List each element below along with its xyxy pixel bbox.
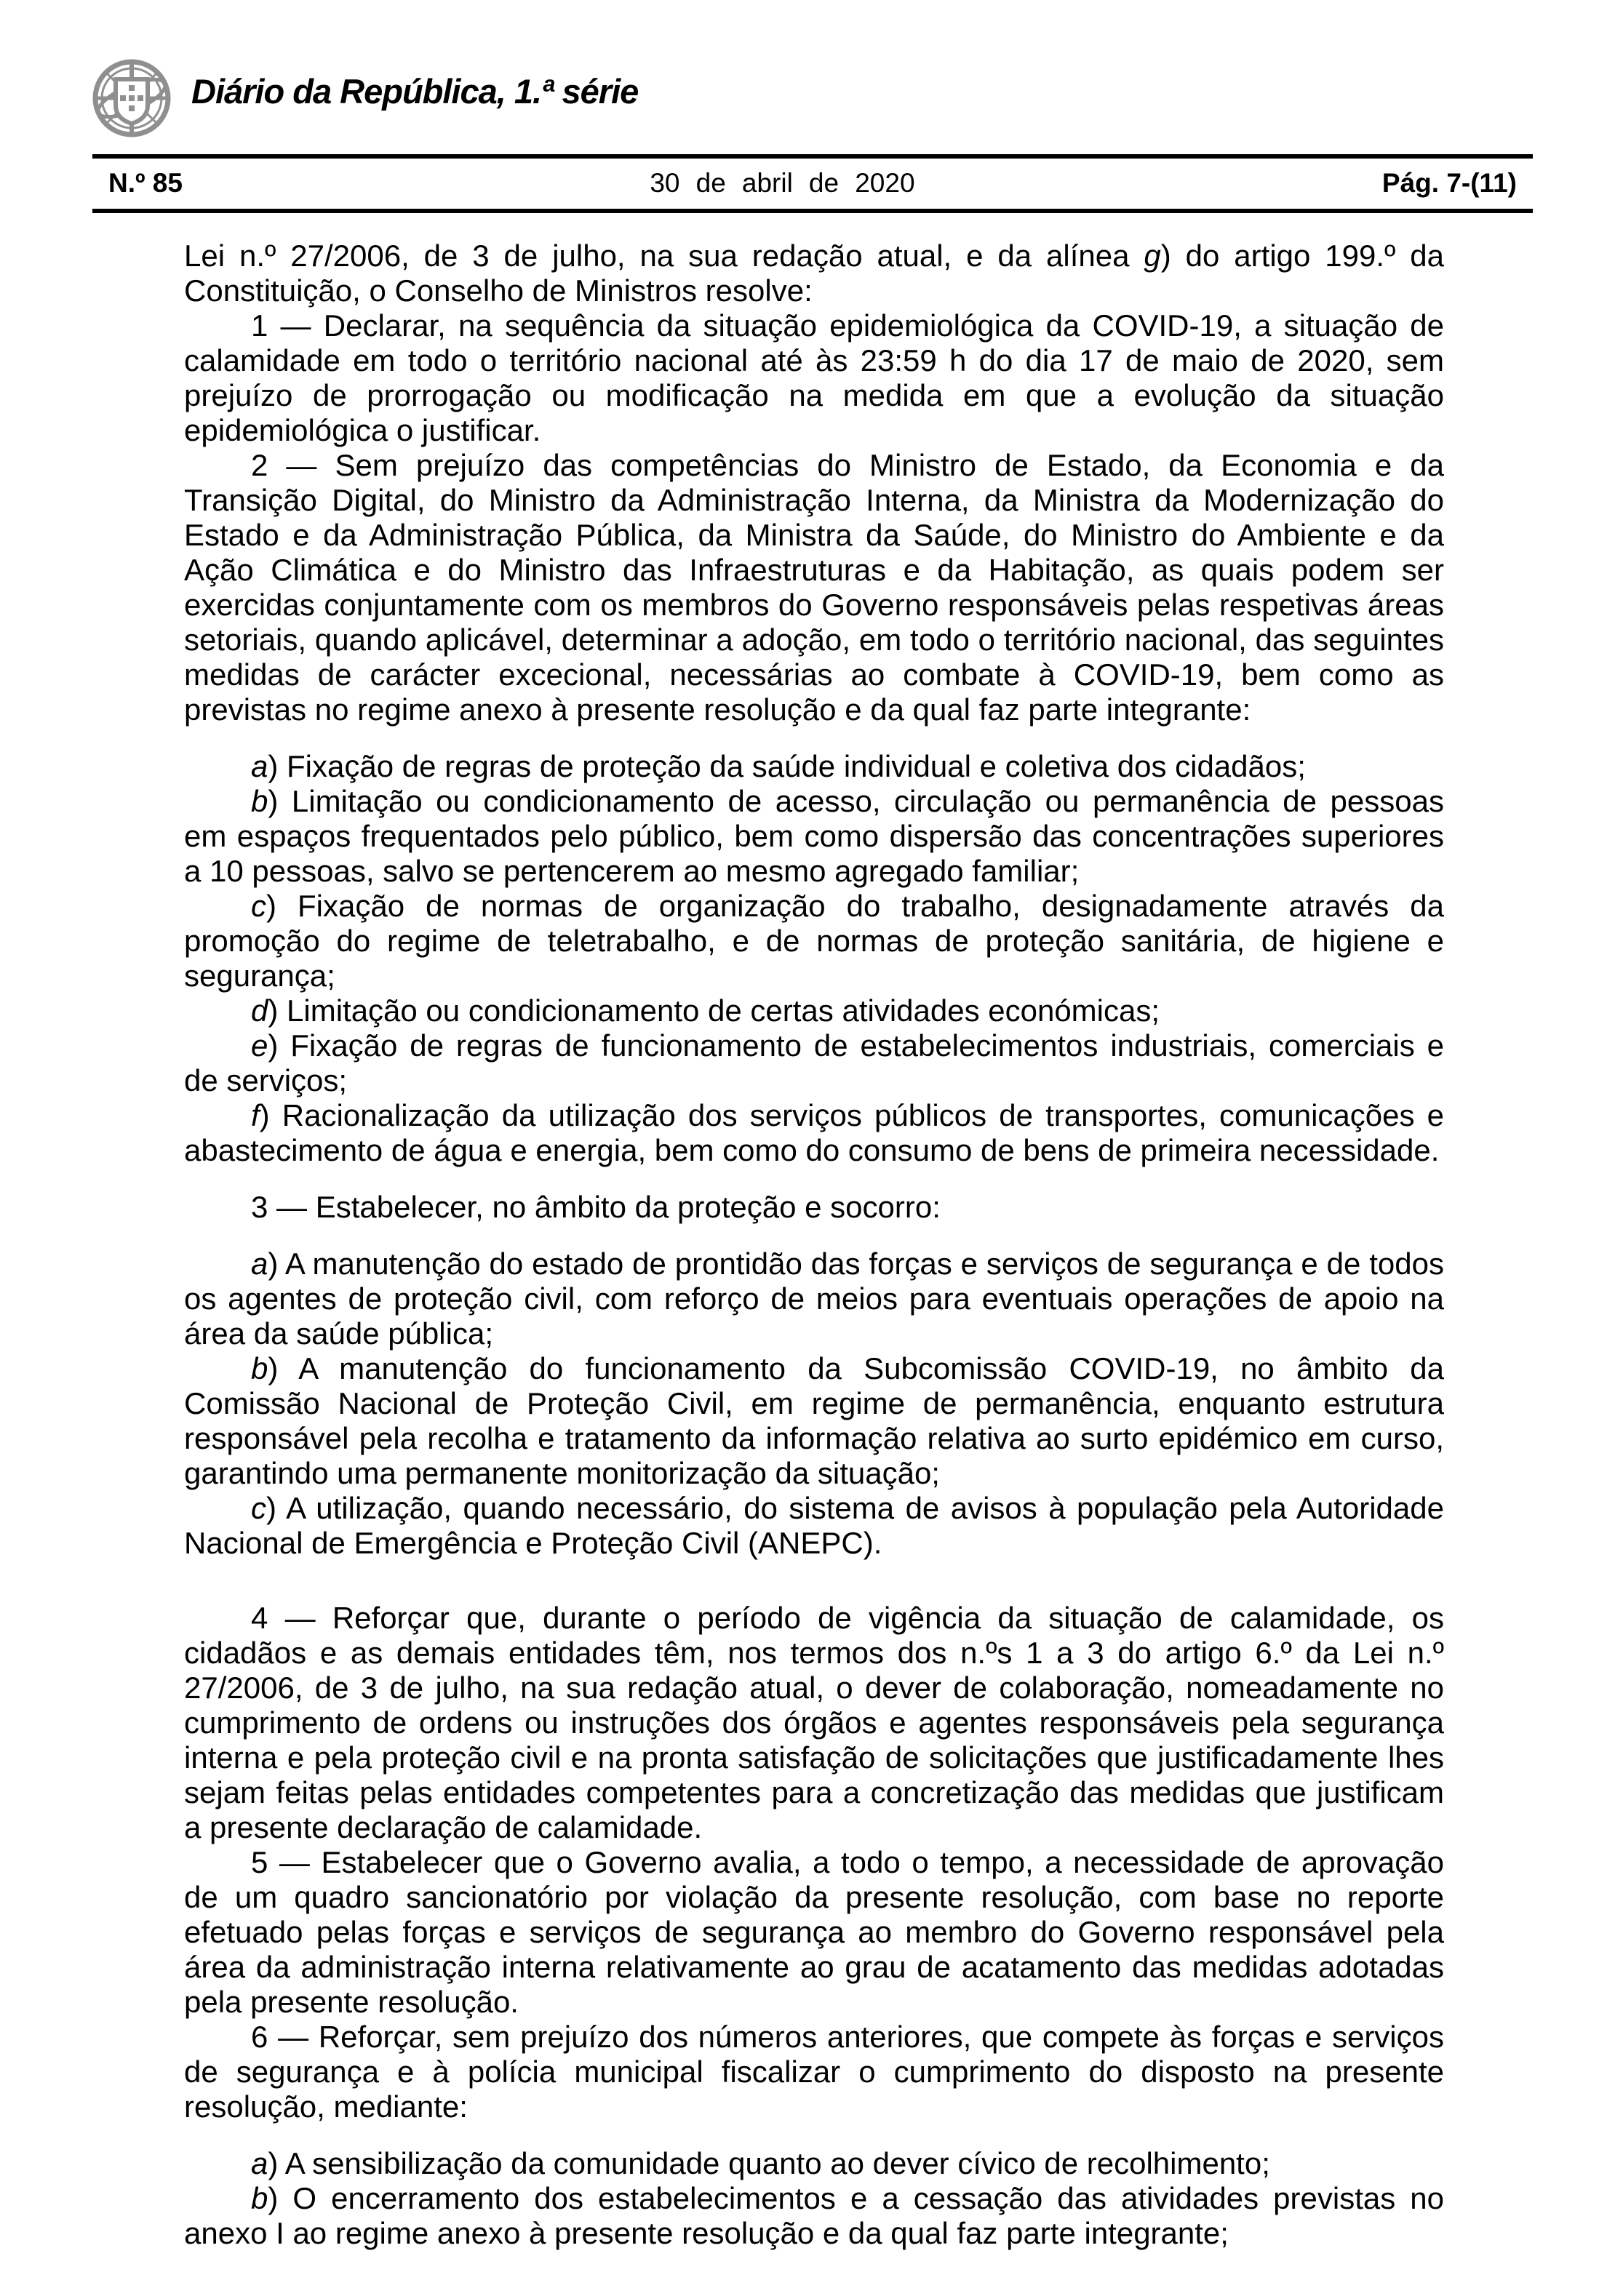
item-text: ) Limitação ou condicionamento de certas atividades económicas; [268, 993, 1160, 1028]
item-text: ) A sensibilização da comunidade quanto ao dever cívico de recolhimento; [268, 2146, 1270, 2180]
item-letter: d [251, 993, 268, 1028]
item-letter: a [251, 2146, 268, 2180]
list-item-a [184, 749, 1444, 784]
header-rule-top [92, 154, 1533, 159]
header-rule-bottom [92, 209, 1533, 213]
item-text: ) Limitação ou condicionamento de acesso, circulação ou permanência de pessoas em espaços frequentados pelo público, bem como dispersão das concentrações superiores a 10 pessoas, salvo se pertencerem ao mesmo agregado familiar; [184, 784, 1444, 888]
list-item-b [184, 784, 1444, 889]
list-item-f [184, 1098, 1444, 1168]
issue-date: 30 de abril de 2020 [650, 168, 915, 198]
item-letter: c [251, 1491, 266, 1525]
item-text: ) Fixação de regras de funcionamento de estabelecimentos industriais, comerciais e de serviços; [184, 1028, 1444, 1097]
item-text: ) Racionalização da utilização dos serviços públicos de transportes, comunicações e abastecimento de água e energia, bem como do consumo de bens de primeira necessidade. [184, 1098, 1444, 1167]
paragraph-1: 1 — Declarar, na sequência da situação epidemiológica da COVID-19, a situação de calamidade em todo o território nacional até às 23:59 h do dia 17 de maio de 2020, sem prejuízo de prorrogação ou modificação na medida em que a evolução da situação epidemiológica o justificar. [184, 308, 1444, 447]
item-text: ) O encerramento dos estabelecimentos e a cessação das atividades previstas no anexo I ao regime anexo à presente resolução e da qual faz parte integrante; [184, 2181, 1444, 2250]
list-item-c [184, 889, 1444, 993]
item-letter: e [251, 1028, 268, 1063]
list-item-c [184, 1491, 1444, 1561]
list-item-a [184, 1247, 1444, 1351]
paragraph-2: 2 — Sem prejuízo das competências do Ministro de Estado, da Economia e da Transição Digital, do Ministro da Administração Interna, da Ministra da Modernização do Estado e da Administração Pública, da Ministra da Saúde, do Ministro do Ambiente e da Ação Climática e do Ministro das Infraestruturas e da Habitação, as quais podem ser exercidas conjuntamente com os membros do Governo responsáveis pelas respetivas áreas setoriais, quando aplicável, determinar a adoção, em todo o território nacional, das seguintes medidas de carácter excecional, necessárias ao combate à COVID-19, bem como as previstas no regime anexo à presente resolução e da qual faz parte integrante: [184, 448, 1444, 727]
item-text: ) A manutenção do funcionamento da Subcomissão COVID-19, no âmbito da Comissão Nacional de Proteção Civil, em regime de permanência, enquanto estrutura responsável pela recolha e tratamento da informação relativa ao surto epidémico em curso, garantindo uma permanente monitorização da situação; [184, 1351, 1444, 1490]
paragraph-intro [184, 239, 1444, 308]
list-item-a [184, 2146, 1444, 2181]
paragraph-5: 5 — Estabelecer que o Governo avalia, a todo o tempo, a necessidade de aprovação de um quadro sancionatório por violação da presente resolução, com base no reporte efetuado pelas forças e serviços de segurança ao membro do Governo responsável pela área da administração interna relativamente ao grau de acatamento das medidas adotadas pela presente resolução. [184, 1845, 1444, 2019]
list-item-b [184, 1351, 1444, 1491]
list-fiscalizacao [184, 2146, 1444, 2251]
publication-title: Diário da República, 1.ª série [191, 72, 639, 111]
intro-italic-letter: g [1144, 239, 1161, 273]
item-letter: b [251, 1351, 268, 1385]
page-number: Pág. 7-(11) [1381, 168, 1517, 198]
portugal-coat-of-arms-logo [92, 55, 172, 141]
item-letter: f [251, 1098, 260, 1132]
paragraph-4: 4 — Reforçar que, durante o período de vigência da situação de calamidade, os cidadãos e as demais entidades têm, nos termos dos n.ºs 1 a 3 do artigo 6.º da Lei n.º 27/2006, de 3 de julho, na sua redação atual, o dever de colaboração, nomeadamente no cumprimento de ordens ou instruções dos órgãos e agentes responsáveis pela segurança interna e pela proteção civil e na pronta satisfação de solicitações que justificadamente lhes sejam feitas pelas entidades competentes para a concretização das medidas que justificam a presente declaração de calamidade. [184, 1601, 1444, 1844]
list-item-b [184, 2181, 1444, 2251]
item-text: ) A utilização, quando necessário, do sistema de avisos à população pela Autoridade Nacional de Emergência e Proteção Civil (ANEPC). [184, 1491, 1444, 1560]
header-meta-row [92, 164, 1533, 202]
item-text: ) A manutenção do estado de prontidão das forças e serviços de segurança e de todos os agentes de proteção civil, com reforço de meios para eventuais operações de apoio na área da saúde pública; [184, 1247, 1444, 1351]
item-text: ) Fixação de regras de proteção da saúde individual e coletiva dos cidadãos; [268, 749, 1306, 783]
issue-number: N.º 85 [108, 168, 183, 198]
list-measures-general [184, 749, 1444, 1168]
intro-text-before: Lei n.º 27/2006, de 3 de julho, na sua redação atual, e da alínea [184, 239, 1144, 273]
paragraph-3: 3 — Estabelecer, no âmbito da proteção e socorro: [251, 1190, 941, 1224]
intro-text-after: ) do artigo 199.º da Constituição, o Conselho de Ministros resolve: [184, 239, 1444, 308]
item-letter: b [251, 784, 268, 818]
list-item-d [184, 993, 1444, 1028]
item-letter: a [251, 1247, 268, 1281]
item-letter: a [251, 749, 268, 783]
item-letter: b [251, 2181, 268, 2215]
paragraph-6: 6 — Reforçar, sem prejuízo dos números anteriores, que compete às forças e serviços de segurança e à polícia municipal fiscalizar o cumprimento do disposto na presente resolução, mediante: [184, 2020, 1444, 2124]
item-text: ) Fixação de normas de organização do trabalho, designadamente através da promoção do regime de teletrabalho, e de normas de proteção sanitária, de higiene e segurança; [184, 889, 1444, 993]
shield [116, 79, 148, 124]
list-item-e [184, 1028, 1444, 1098]
item-letter: c [251, 889, 266, 923]
list-protecao-socorro [184, 1247, 1444, 1561]
document-text [184, 239, 1444, 2251]
